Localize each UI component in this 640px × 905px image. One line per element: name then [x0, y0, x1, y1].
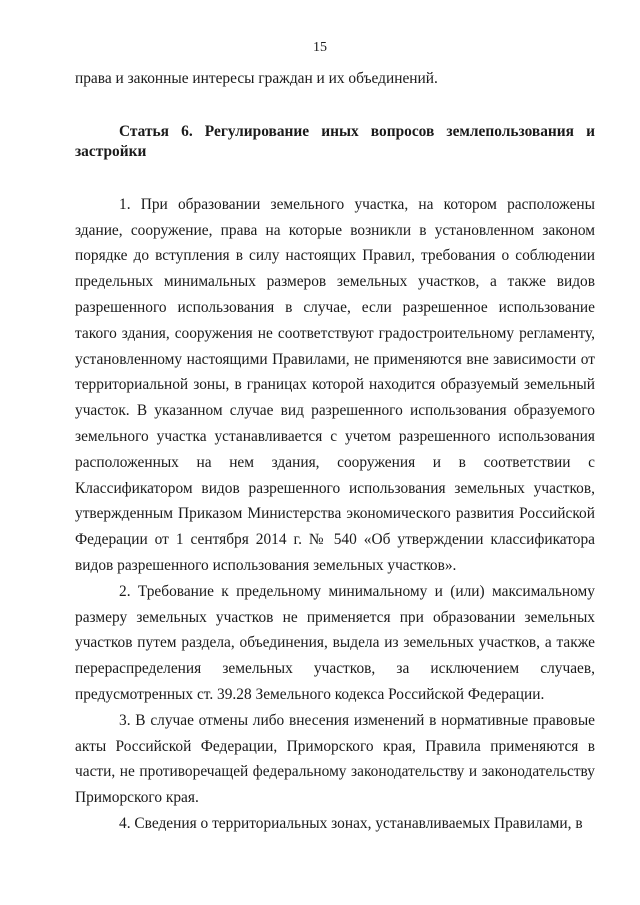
document-body — [75, 66, 595, 837]
continuation-text: права и законные интересы граждан и их объединений. — [75, 70, 438, 87]
page-number: 15 — [313, 40, 327, 55]
article-heading: Статья 6. Регулирование иных вопросов землепользования и застройки — [75, 122, 595, 160]
paragraph-1: 1. При образовании земельного участка, на котором расположены здание, сооружение, права на которые возникли в установленном законом порядке до вступления в силу настоящих Правил, требования о соблюдении предельных минимальных размеров земельных участков, а также видов разрешенного использования в случае, если разрешенное использование такого здания, сооружения не соответствуют градостроительному регламенту, установленному настоящими Правилами, не применяются вне зависимости от территориальной зоны, в границах которой находится образуемый земельный участок. В указанном случае вид разрешенного использования образуемого земельного участка устанавливается с учетом разрешенного использования расположенных на нем здания, сооружения и в соответствии с Классификатором видов разрешенного использования земельных участков, утвержденным Приказом Министерства экономического развития Российской Федерации от 1 сентября 2014 г. № 540 «Об утверждении классификатора видов разрешенного использования земельных участков». — [75, 195, 595, 574]
paragraph-3: 3. В случае отмены либо внесения изменений в нормативные правовые акты Российской Федерации, Приморского края, Правила применяются в части, не противоречащей федеральному законодательству и законодательству Приморского края. — [75, 711, 595, 807]
paragraph-4: 4. Сведения о территориальных зонах, устанавливаемых Правилами, в — [119, 814, 583, 832]
paragraph-2: 2. Требование к предельному минимальному и (или) максимальному размеру земельных участков не применяется при образовании земельных участков путем раздела, объединения, выдела из земельных участков, а также перераспределения земельных участков, за исключением случаев, предусмотренных ст. 39.28 Земельного кодекса Российской Федерации. — [75, 582, 595, 703]
